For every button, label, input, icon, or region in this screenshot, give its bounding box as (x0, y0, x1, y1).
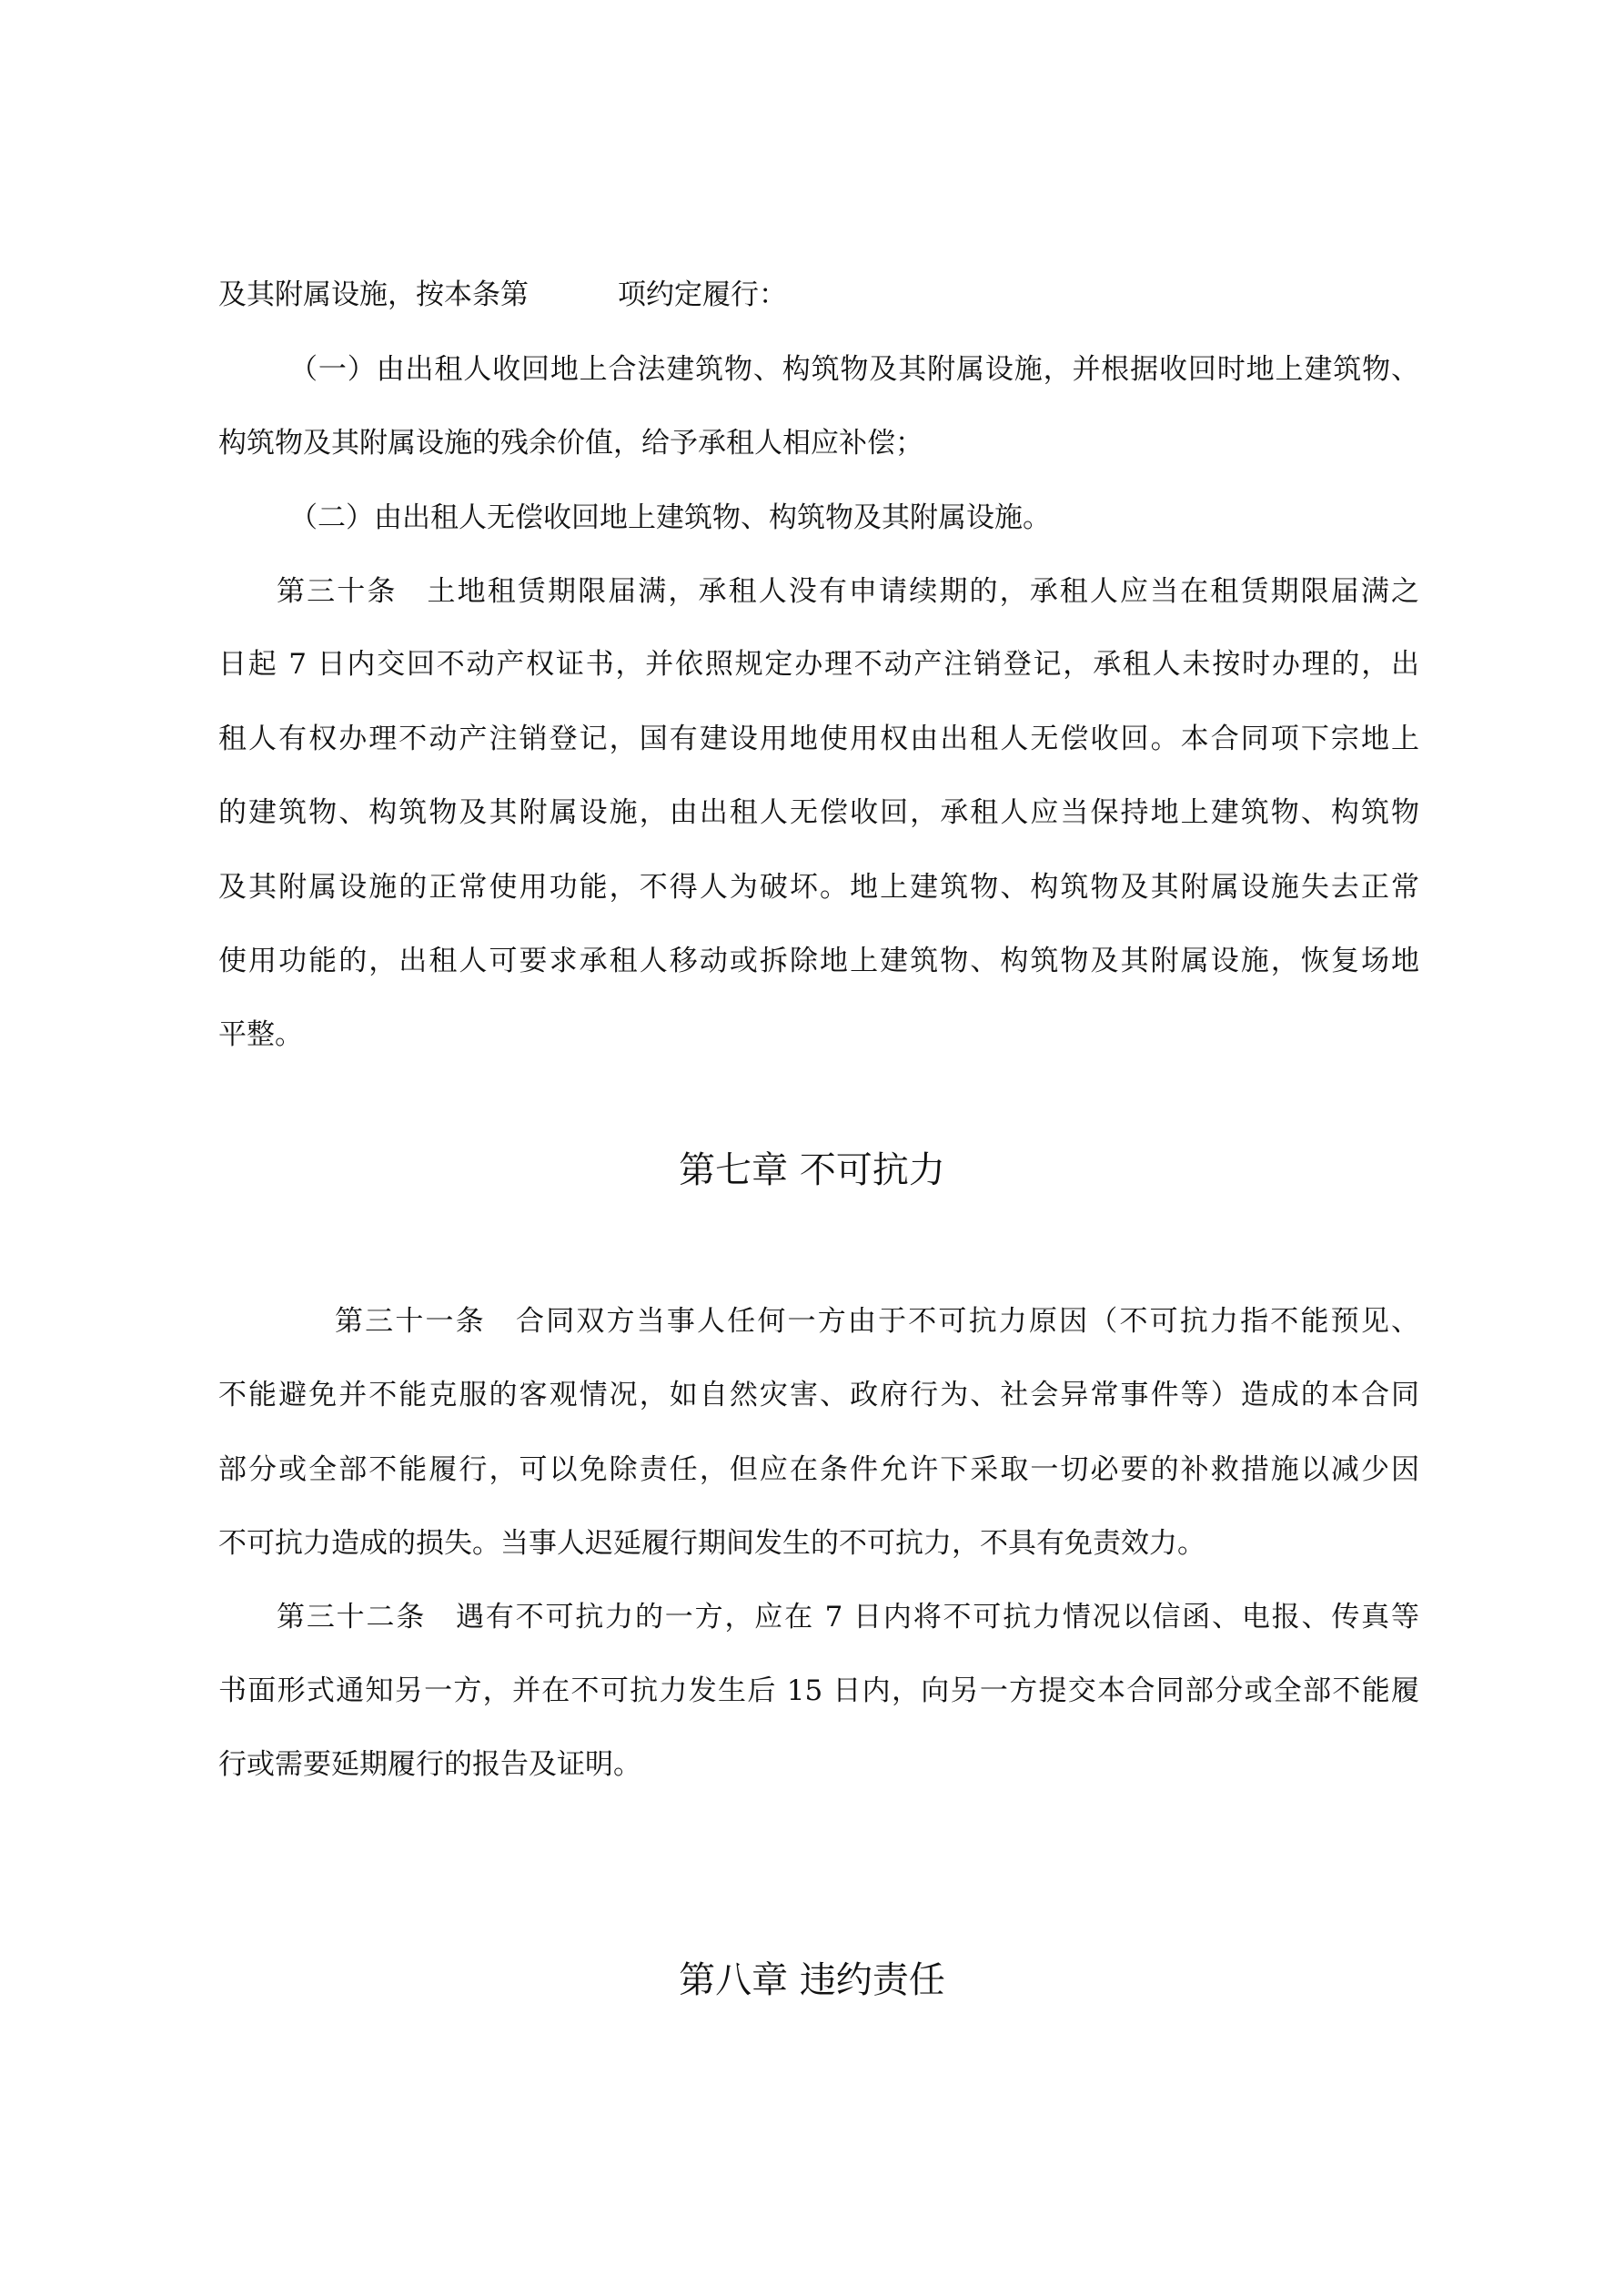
text-line-1 (218, 277, 1419, 313)
text-line-17: 书面形式通知另一方，并在不可抗力发生后 15 日内，向另一方提交本合同部分或全部不能履 (218, 1674, 1419, 1707)
text-line-9: 及其附属设施的正常使用功能，不得人为破坏。地上建筑物、构筑物及其附属设施失去正常 (218, 871, 1419, 904)
chapter-7-heading: 第七章 不可抗力 (679, 1149, 945, 1191)
text-line-3: 构筑物及其附属设施的残余价值，给予承租人相应补偿； (218, 427, 923, 460)
clause-fragment: 及其附属设施，按本条第 (218, 278, 529, 311)
text-line-15: 不可抗力造成的损失。当事人迟延履行期间发生的不可抗力，不具有免责效力。 (218, 1527, 1205, 1560)
text-line-13: 不能避免并不能克服的客观情况，如自然灾害、政府行为、社会异常事件等）造成的本合同 (218, 1379, 1419, 1411)
text-line-6: 日起 7 日内交回不动产权证书，并依照规定办理不动产注销登记，承租人未按时办理的，出 (218, 648, 1419, 681)
text-line-10: 使用功能的，出租人可要求承租人移动或拆除地上建筑物、构筑物及其附属设施，恢复场地 (218, 945, 1419, 977)
text-line-2: （一）由出租人收回地上合法建筑物、构筑物及其附属设施，并根据收回时地上建筑物、 (289, 353, 1419, 386)
text-line-16: 第三十二条 遇有不可抗力的一方，应在 7 日内将不可抗力情况以信函、电报、传真等 (277, 1601, 1419, 1633)
clause-fragment: 项约定履行： (618, 278, 787, 311)
text-line-18: 行或需要延期履行的报告及证明。 (218, 1748, 641, 1781)
chapter-8-heading: 第八章 违约责任 (679, 1959, 945, 2001)
text-line-8: 的建筑物、构筑物及其附属设施，由出租人无偿收回，承租人应当保持地上建筑物、构筑物 (218, 796, 1419, 829)
text-line-12: 第三十一条 合同双方当事人任何一方由于不可抗力原因（不可抗力指不能预见、 (335, 1305, 1419, 1338)
text-line-7: 租人有权办理不动产注销登记，国有建设用地使用权由出租人无偿收回。本合同项下宗地上 (218, 723, 1419, 755)
text-line-11: 平整。 (218, 1018, 303, 1051)
text-line-4: （二）由出租人无偿收回地上建筑物、构筑物及其附属设施。 (289, 501, 1051, 534)
text-line-5: 第三十条 土地租赁期限届满，承租人没有申请续期的，承租人应当在租赁期限届满之 (277, 575, 1419, 608)
text-line-14: 部分或全部不能履行，可以免除责任，但应在条件允许下采取一切必要的补救措施以减少因 (218, 1453, 1419, 1486)
